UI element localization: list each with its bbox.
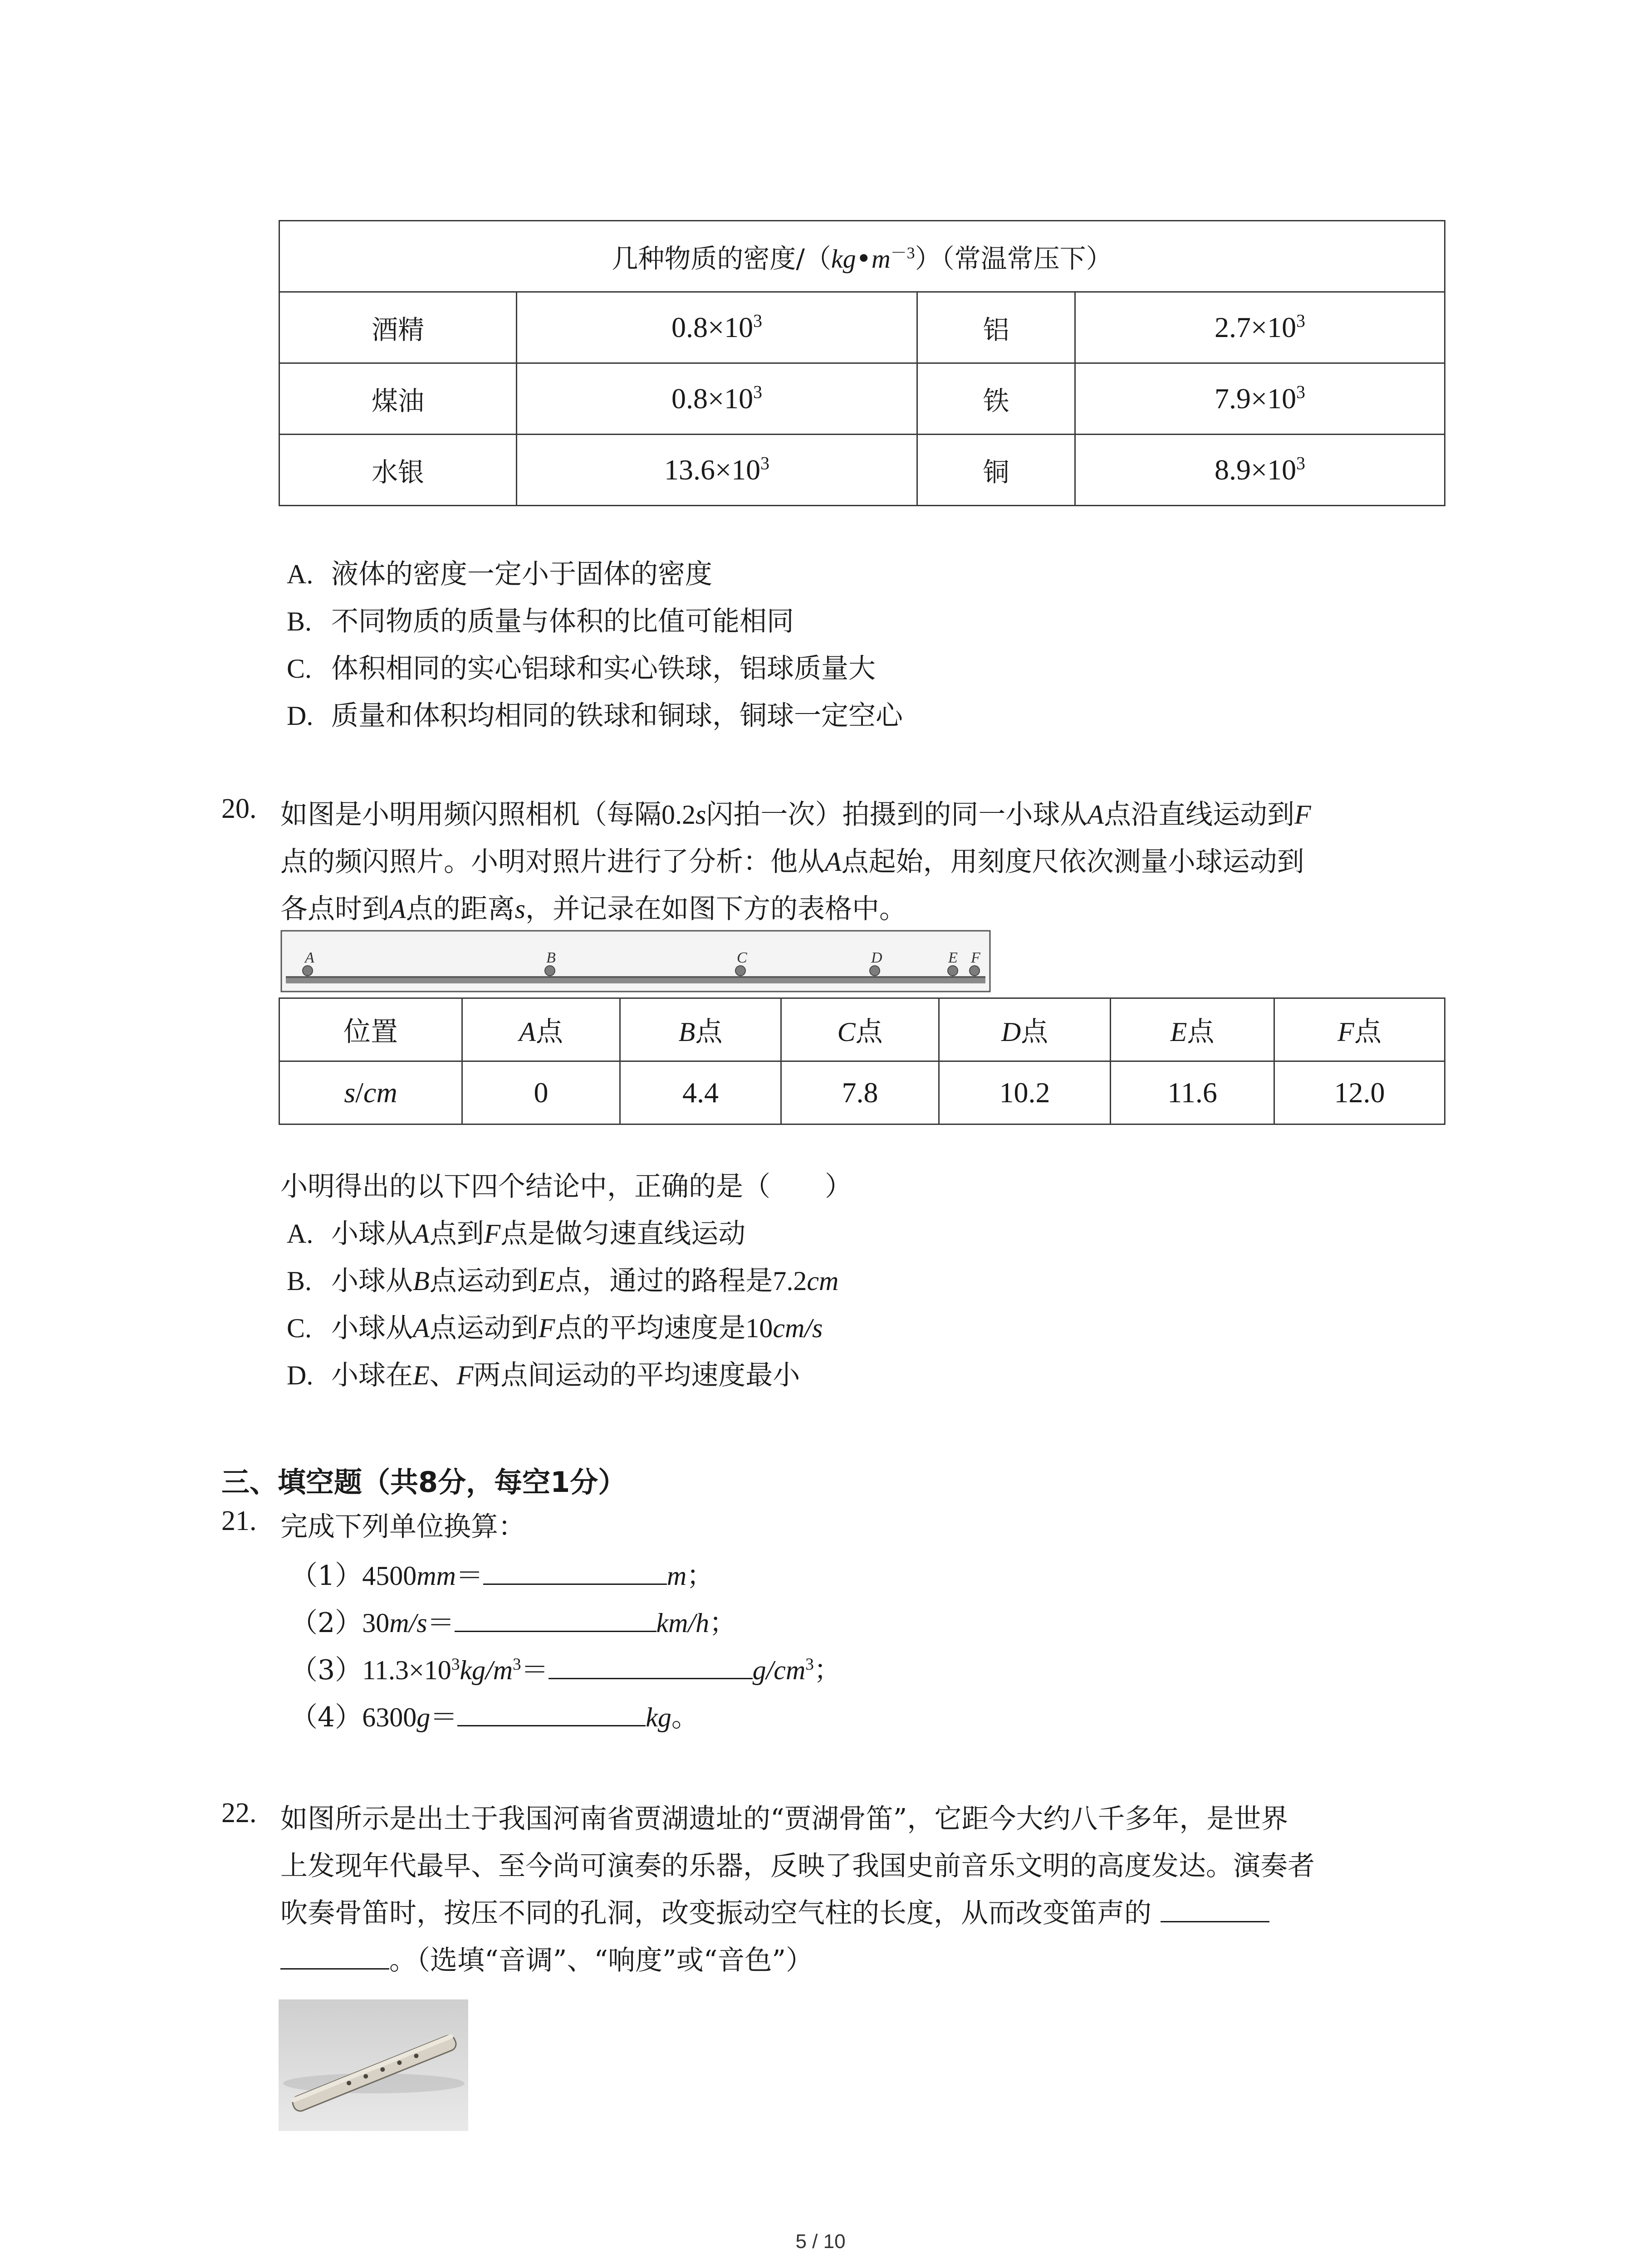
ball-c bbox=[735, 949, 747, 976]
answer-blank[interactable] bbox=[1161, 1895, 1269, 1922]
density-value: $13.6\times 10^3$ bbox=[517, 435, 917, 506]
svg-text:C: C bbox=[737, 949, 747, 966]
table-header: D点 bbox=[939, 998, 1111, 1061]
answer-blank[interactable] bbox=[280, 1942, 389, 1970]
q22-line4: 。（选填“音调”、“响度”或“音色”） bbox=[280, 1939, 813, 1978]
table-header: 位置 bbox=[279, 998, 462, 1061]
q21-item-4: （4）6300g＝ kg。 bbox=[290, 1696, 699, 1735]
substance-name: 铁 bbox=[917, 363, 1075, 435]
q19-option-d[interactable]: D. 质量和体积均相同的铁球和铜球，铜球一定空心 bbox=[287, 700, 903, 732]
question-number: 21. bbox=[221, 1505, 257, 1536]
table-row bbox=[279, 998, 1445, 1061]
distance-value: 4.4 bbox=[620, 1061, 781, 1124]
answer-blank[interactable] bbox=[457, 1699, 646, 1726]
density-value: $7.9\times 10^3$ bbox=[1075, 363, 1445, 435]
answer-blank[interactable] bbox=[483, 1557, 667, 1585]
row-label: s/cm bbox=[279, 1061, 462, 1124]
density-value: $2.7\times 10^3$ bbox=[1075, 292, 1445, 363]
ball-e bbox=[948, 949, 958, 976]
q20-prompt: 小明得出的以下四个结论中，正确的是（ ） bbox=[280, 1171, 852, 1202]
table-row bbox=[279, 292, 1445, 363]
q21-item-3: $(3)11.3\times 10^3kg/m^3= g/cm^3$； bbox=[290, 1648, 841, 1687]
q22-line2: 上发现年代最早、至今尚可演奏的乐器，反映了我国史前音乐文明的高度发达。演奏者 bbox=[280, 1850, 1315, 1882]
answer-blank[interactable] bbox=[549, 1652, 753, 1679]
table-row bbox=[279, 363, 1445, 435]
q20-stem-line3: 各点时到A点的距离s，并记录在如图下方的表格中。 bbox=[280, 893, 907, 925]
q20-option-b[interactable]: B. 小球从B点运动到E点，通过的路程是7.2cm bbox=[287, 1265, 839, 1297]
density-value: $0.8\times 10^3$ bbox=[517, 363, 917, 435]
q20-stem-line2: 点的频闪照片。小明对照片进行了分析：他从A点起始，用刻度尺依次测量小球运动到 bbox=[280, 846, 1304, 878]
svg-text:E: E bbox=[948, 949, 958, 966]
q19-option-c[interactable]: C. 体积相同的实心铝球和实心铁球，铝球质量大 bbox=[287, 653, 876, 684]
question-number: 20. bbox=[221, 793, 257, 824]
table-header: B点 bbox=[620, 998, 781, 1061]
substance-name: 铜 bbox=[917, 435, 1075, 506]
q20-stem-line1: 如图是小明用频闪照相机（每隔0.2s闪拍一次）拍摄到的同一小球从A点沿直线运动到F bbox=[280, 799, 1311, 831]
q19-option-a[interactable]: A. 液体的密度一定小于固体的密度 bbox=[287, 558, 712, 590]
q20-option-d[interactable]: D. 小球在E、F两点间运动的平均速度最小 bbox=[287, 1359, 800, 1391]
distance-value: 11.6 bbox=[1111, 1061, 1274, 1124]
table-row bbox=[279, 1061, 1445, 1124]
distance-value: 0 bbox=[462, 1061, 620, 1124]
q21-item-1: （1）4500mm＝ m； bbox=[290, 1554, 714, 1593]
question-number: 22. bbox=[221, 1798, 257, 1828]
table-header: F点 bbox=[1274, 998, 1445, 1061]
bone-flute-photo bbox=[279, 1999, 468, 2131]
substance-name: 酒精 bbox=[279, 292, 517, 363]
q20-option-c[interactable]: C. 小球从A点运动到F点的平均速度是10cm/s bbox=[287, 1312, 823, 1344]
position-table bbox=[279, 997, 1445, 1125]
svg-text:D: D bbox=[871, 949, 882, 966]
distance-value: 12.0 bbox=[1274, 1061, 1445, 1124]
answer-blank[interactable] bbox=[455, 1604, 656, 1632]
substance-name: 煤油 bbox=[279, 363, 517, 435]
svg-text:A: A bbox=[305, 949, 314, 966]
q22-line3: 吹奏骨笛时，按压不同的孔洞，改变振动空气柱的长度，从而改变笛声的 bbox=[280, 1892, 1269, 1931]
page-number: 5 / 10 bbox=[795, 2230, 846, 2253]
strobe-photo bbox=[280, 930, 991, 993]
distance-value: 7.8 bbox=[781, 1061, 939, 1124]
density-value: $0.8\times 10^3$ bbox=[517, 292, 917, 363]
table-row bbox=[279, 435, 1445, 506]
distance-value: 10.2 bbox=[939, 1061, 1111, 1124]
svg-text:F: F bbox=[971, 949, 980, 966]
density-table-title: 几种物质的密度$/(kg•m^{-3})$（常温常压下） bbox=[279, 221, 1445, 292]
table-header: A点 bbox=[462, 998, 620, 1061]
q20-option-a[interactable]: A. 小球从A点到F点是做匀速直线运动 bbox=[287, 1218, 746, 1250]
q21-stem: 完成下列单位换算： bbox=[280, 1511, 525, 1543]
table-header: E点 bbox=[1111, 998, 1274, 1061]
q21-item-2: （2）30m/s＝ km/h； bbox=[290, 1601, 736, 1640]
density-value: $8.9\times 10^3$ bbox=[1075, 435, 1445, 506]
q19-option-b[interactable]: B. 不同物质的质量与体积的比值可能相同 bbox=[287, 606, 794, 637]
ball-f bbox=[970, 949, 981, 976]
ball-b bbox=[545, 949, 556, 976]
svg-text:B: B bbox=[546, 949, 556, 966]
substance-name: 铝 bbox=[917, 292, 1075, 363]
density-table bbox=[279, 220, 1445, 506]
substance-name: 水银 bbox=[279, 435, 517, 506]
table-header: C点 bbox=[781, 998, 939, 1061]
section-heading: 三、填空题（共8分，每空1分） bbox=[221, 1466, 627, 1499]
q22-line1: 如图所示是出土于我国河南省贾湖遗址的“贾湖骨笛”，它距今大约八千多年，是世界 bbox=[280, 1803, 1288, 1835]
